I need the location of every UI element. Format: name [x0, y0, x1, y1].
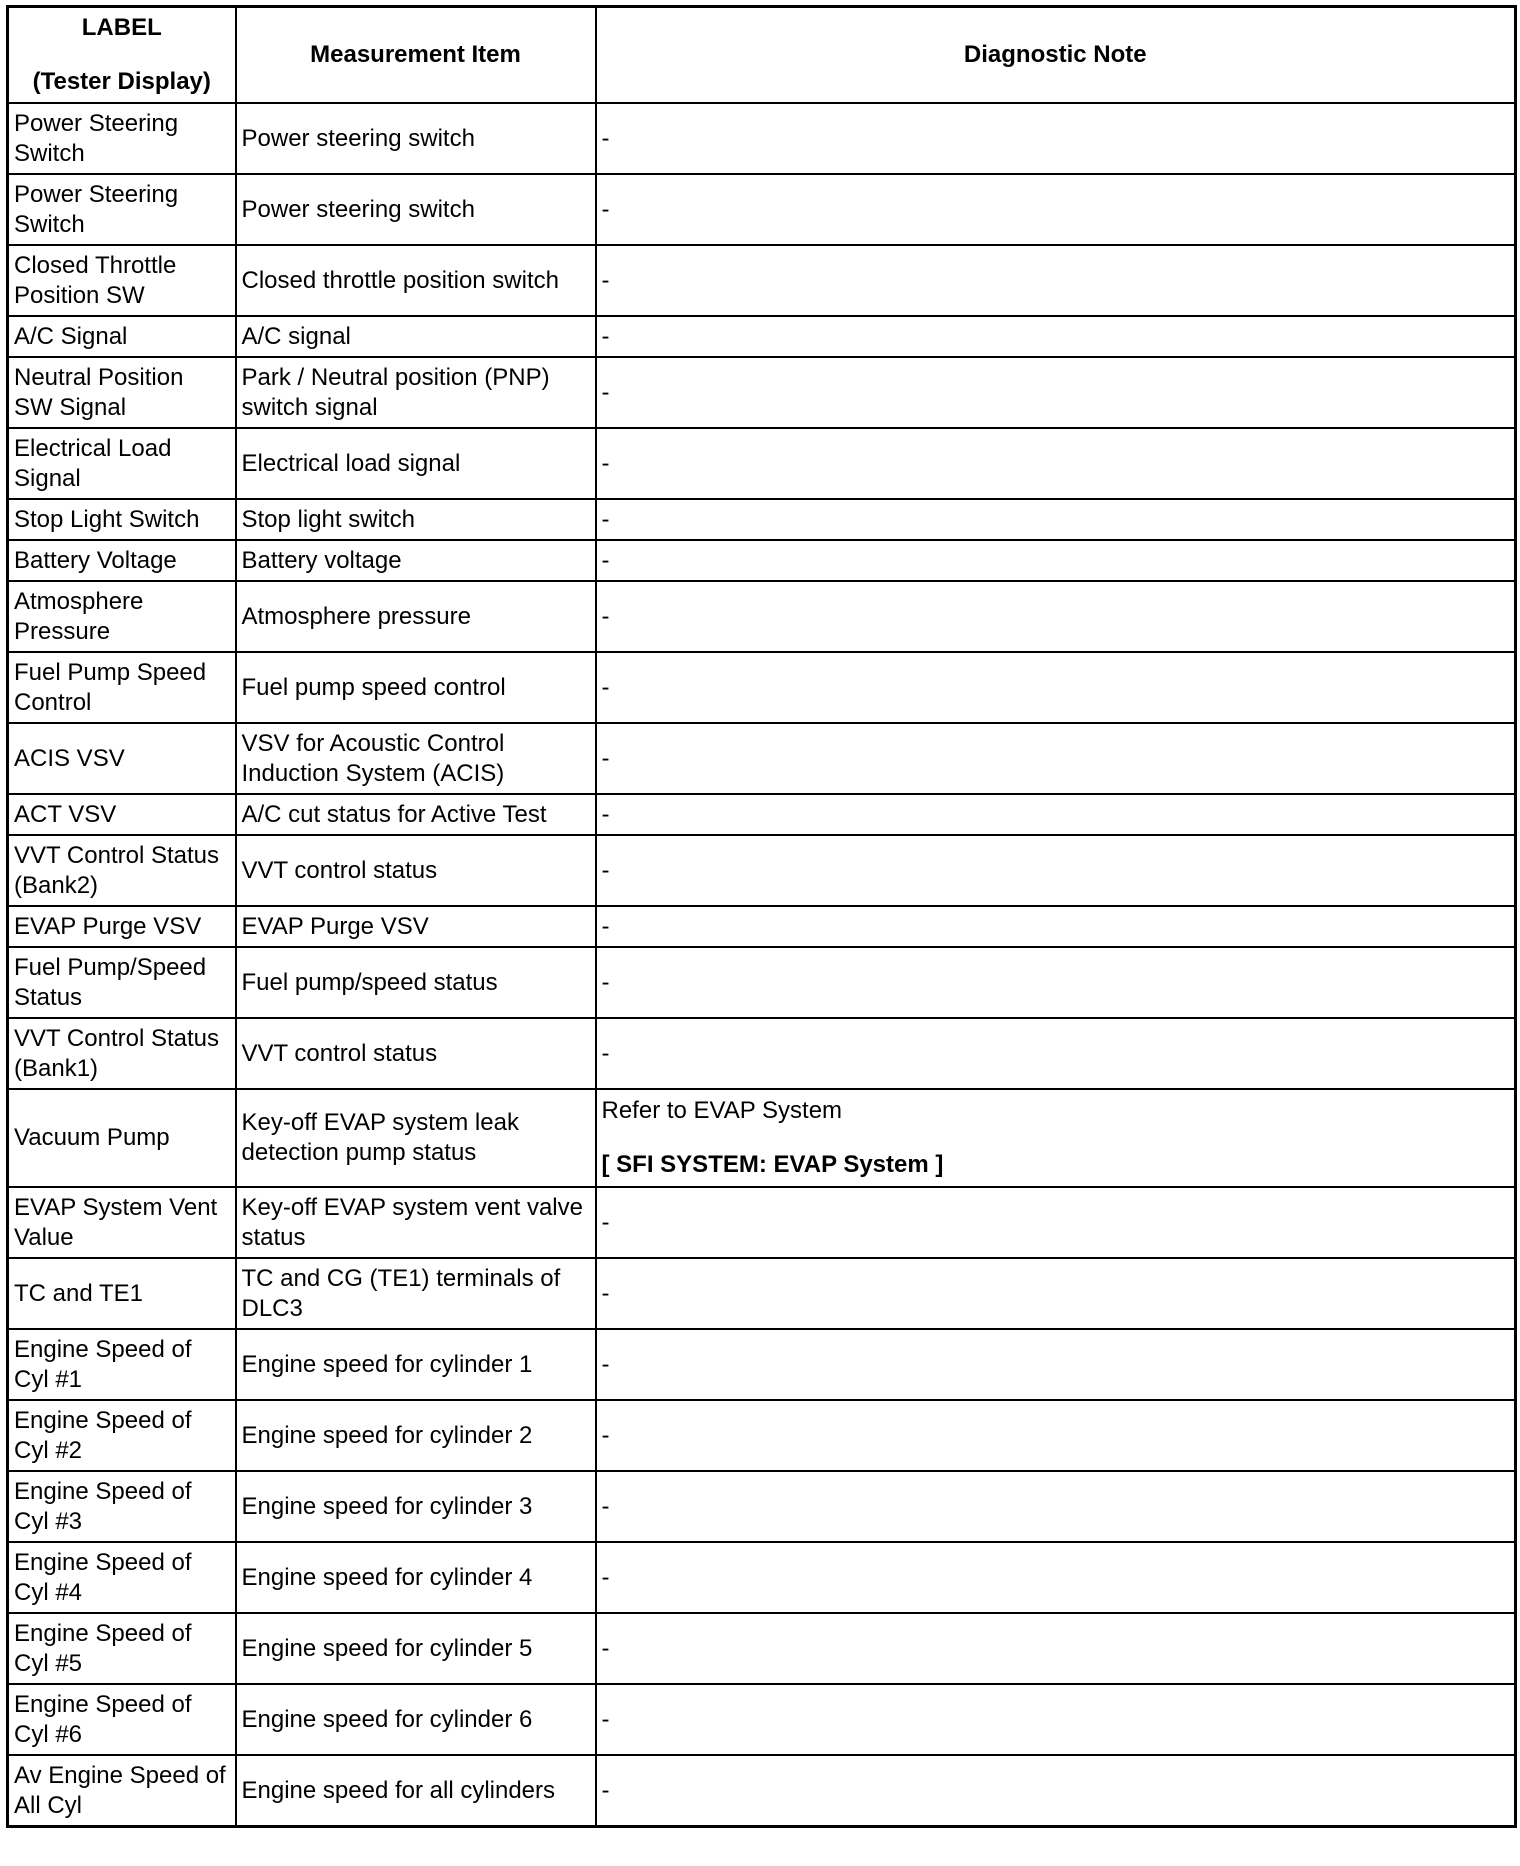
cell-label: Neutral Position SW Signal: [8, 357, 236, 428]
header-diagnostic-note: Diagnostic Note: [596, 7, 1516, 104]
table-row: [8, 499, 1516, 540]
cell-measurement-item: Key-off EVAP system leak detection pump status: [236, 1089, 596, 1187]
cell-diagnostic-note: -: [596, 723, 1516, 794]
table-row: [8, 540, 1516, 581]
table-row: [8, 1089, 1516, 1187]
table-row: [8, 316, 1516, 357]
cell-label: Power Steering Switch: [8, 103, 236, 174]
cell-measurement-item: Engine speed for cylinder 2: [236, 1400, 596, 1471]
cell-diagnostic-note: -: [596, 947, 1516, 1018]
cell-measurement-item: Engine speed for cylinder 3: [236, 1471, 596, 1542]
cell-measurement-item: VVT control status: [236, 835, 596, 906]
cell-diagnostic-note: [596, 1089, 1516, 1187]
cell-diagnostic-note: -: [596, 581, 1516, 652]
cell-measurement-item: VSV for Acoustic Control Induction System (ACIS): [236, 723, 596, 794]
cell-diagnostic-note: -: [596, 1755, 1516, 1827]
table-row: [8, 1542, 1516, 1613]
cell-diagnostic-note: -: [596, 316, 1516, 357]
cell-measurement-item: EVAP Purge VSV: [236, 906, 596, 947]
cell-label: Engine Speed of Cyl #1: [8, 1329, 236, 1400]
table-row: [8, 245, 1516, 316]
cell-label: Atmosphere Pressure: [8, 581, 236, 652]
data-list-table: [6, 5, 1517, 1828]
cell-label: Engine Speed of Cyl #4: [8, 1542, 236, 1613]
table-row: [8, 723, 1516, 794]
cell-diagnostic-note: -: [596, 1400, 1516, 1471]
table-header-row: [8, 7, 1516, 104]
cell-measurement-item: Power steering switch: [236, 103, 596, 174]
cell-label: Fuel Pump/Speed Status: [8, 947, 236, 1018]
cell-label: Battery Voltage: [8, 540, 236, 581]
note-evap-system-link[interactable]: [ SFI SYSTEM: EVAP System ]: [601, 1151, 944, 1178]
cell-diagnostic-note: -: [596, 1258, 1516, 1329]
header-label: [8, 7, 236, 104]
cell-measurement-item: A/C cut status for Active Test: [236, 794, 596, 835]
cell-diagnostic-note: -: [596, 1329, 1516, 1400]
cell-label: Vacuum Pump: [8, 1089, 236, 1187]
cell-measurement-item: Fuel pump/speed status: [236, 947, 596, 1018]
table-row: [8, 357, 1516, 428]
cell-label: Fuel Pump Speed Control: [8, 652, 236, 723]
cell-label: Av Engine Speed of All Cyl: [8, 1755, 236, 1827]
table-row: [8, 1018, 1516, 1089]
cell-diagnostic-note: -: [596, 174, 1516, 245]
cell-label: EVAP Purge VSV: [8, 906, 236, 947]
table-row: [8, 1329, 1516, 1400]
cell-diagnostic-note: -: [596, 1542, 1516, 1613]
table-row: [8, 174, 1516, 245]
cell-diagnostic-note: -: [596, 357, 1516, 428]
cell-measurement-item: Engine speed for cylinder 6: [236, 1684, 596, 1755]
cell-label: Electrical Load Signal: [8, 428, 236, 499]
table-row: [8, 947, 1516, 1018]
table-row: [8, 428, 1516, 499]
cell-measurement-item: Atmosphere pressure: [236, 581, 596, 652]
cell-measurement-item: Engine speed for cylinder 4: [236, 1542, 596, 1613]
cell-diagnostic-note: -: [596, 1018, 1516, 1089]
table-row: [8, 581, 1516, 652]
cell-label: Engine Speed of Cyl #3: [8, 1471, 236, 1542]
cell-label: Stop Light Switch: [8, 499, 236, 540]
table-row: [8, 652, 1516, 723]
table-row: [8, 794, 1516, 835]
cell-diagnostic-note: -: [596, 540, 1516, 581]
table-row: [8, 835, 1516, 906]
cell-diagnostic-note: -: [596, 835, 1516, 906]
cell-label: Engine Speed of Cyl #6: [8, 1684, 236, 1755]
table-row: [8, 1755, 1516, 1827]
cell-measurement-item: Closed throttle position switch: [236, 245, 596, 316]
cell-label: ACT VSV: [8, 794, 236, 835]
cell-measurement-item: A/C signal: [236, 316, 596, 357]
note-refer-text: Refer to EVAP System: [601, 1097, 843, 1124]
cell-label: Closed Throttle Position SW: [8, 245, 236, 316]
cell-diagnostic-note: -: [596, 794, 1516, 835]
cell-diagnostic-note: -: [596, 906, 1516, 947]
cell-diagnostic-note: -: [596, 499, 1516, 540]
header-label-line1: LABEL: [81, 14, 162, 41]
cell-measurement-item: Park / Neutral position (PNP) switch signal: [236, 357, 596, 428]
cell-diagnostic-note: -: [596, 1684, 1516, 1755]
cell-label: Engine Speed of Cyl #2: [8, 1400, 236, 1471]
table-row: [8, 103, 1516, 174]
cell-diagnostic-note: -: [596, 1187, 1516, 1258]
header-label-line2: (Tester Display): [32, 68, 211, 95]
table-row: [8, 1471, 1516, 1542]
table-row: [8, 1684, 1516, 1755]
cell-measurement-item: VVT control status: [236, 1018, 596, 1089]
cell-diagnostic-note: -: [596, 103, 1516, 174]
table-row: [8, 1400, 1516, 1471]
table-row: [8, 1187, 1516, 1258]
cell-label: A/C Signal: [8, 316, 236, 357]
cell-measurement-item: Engine speed for cylinder 1: [236, 1329, 596, 1400]
cell-label: EVAP System Vent Value: [8, 1187, 236, 1258]
cell-label: VVT Control Status (Bank2): [8, 835, 236, 906]
cell-measurement-item: Engine speed for all cylinders: [236, 1755, 596, 1827]
cell-measurement-item: Battery voltage: [236, 540, 596, 581]
table-row: [8, 906, 1516, 947]
cell-measurement-item: Engine speed for cylinder 5: [236, 1613, 596, 1684]
cell-label: VVT Control Status (Bank1): [8, 1018, 236, 1089]
cell-measurement-item: Power steering switch: [236, 174, 596, 245]
cell-diagnostic-note: -: [596, 428, 1516, 499]
cell-diagnostic-note: -: [596, 1613, 1516, 1684]
cell-diagnostic-note: -: [596, 245, 1516, 316]
cell-label: TC and TE1: [8, 1258, 236, 1329]
cell-measurement-item: Fuel pump speed control: [236, 652, 596, 723]
data-list-sheet: [6, 5, 1514, 1828]
cell-measurement-item: TC and CG (TE1) terminals of DLC3: [236, 1258, 596, 1329]
cell-measurement-item: Key-off EVAP system vent valve status: [236, 1187, 596, 1258]
cell-diagnostic-note: -: [596, 652, 1516, 723]
table-row: [8, 1613, 1516, 1684]
cell-diagnostic-note: -: [596, 1471, 1516, 1542]
cell-measurement-item: Electrical load signal: [236, 428, 596, 499]
cell-label: ACIS VSV: [8, 723, 236, 794]
table-row: [8, 1258, 1516, 1329]
header-measurement-item: Measurement Item: [236, 7, 596, 104]
cell-label: Power Steering Switch: [8, 174, 236, 245]
cell-measurement-item: Stop light switch: [236, 499, 596, 540]
cell-label: Engine Speed of Cyl #5: [8, 1613, 236, 1684]
